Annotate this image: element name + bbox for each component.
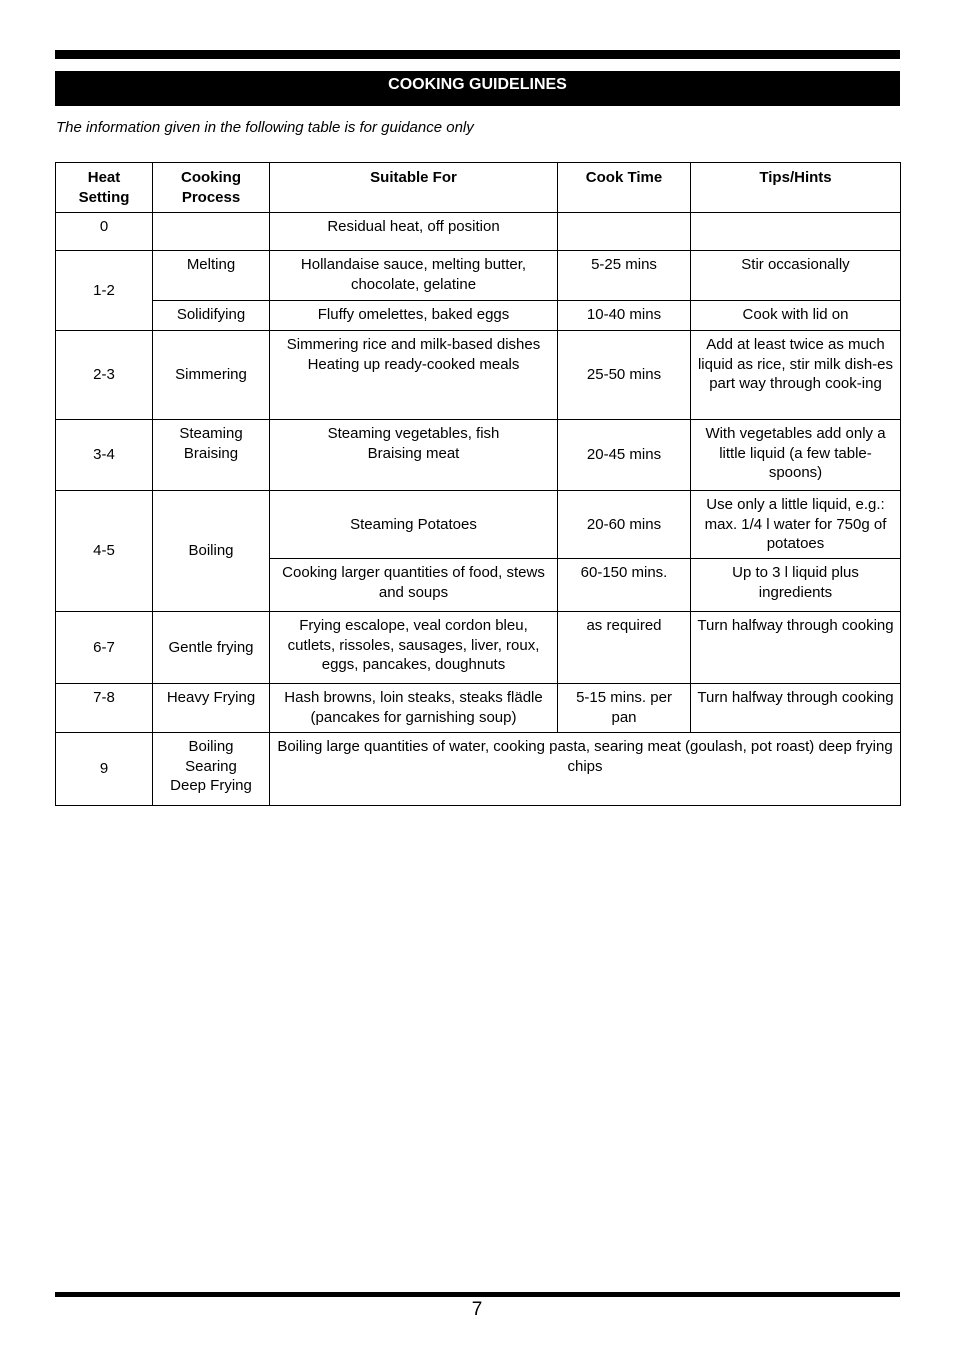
header-heat-setting: Heat Setting: [56, 163, 153, 213]
cook-time-cell: [558, 213, 691, 251]
cooking-process-cell: Gentle frying: [153, 612, 270, 684]
suitable-for-cell: Hollandaise sauce, melting butter, chocolate, gelatine: [270, 251, 558, 301]
cooking-process-cell: Melting: [153, 251, 270, 301]
suitable-for-cell: [270, 420, 558, 491]
cook-time-cell: 10-40 mins: [558, 301, 691, 331]
suitable-for-cell: Cooking larger quantities of food, stews and soups: [270, 559, 558, 612]
suitable-for-cell: Fluffy omelettes, baked eggs: [270, 301, 558, 331]
cook-time-cell: 25-50 mins: [558, 331, 691, 420]
header-tips-hints: Tips/Hints: [691, 163, 901, 213]
tips-cell: Add at least twice as much liquid as rice, stir milk dish-es part way through cook-ing: [691, 331, 901, 420]
table-row: [56, 491, 901, 559]
section-title: COOKING GUIDELINES: [55, 71, 900, 106]
cook-time-cell: 5-25 mins: [558, 251, 691, 301]
process-line: Steaming: [179, 425, 243, 442]
table-row: [56, 213, 901, 251]
top-rule: [55, 50, 900, 59]
tips-cell: Stir occasionally: [691, 251, 901, 301]
process-line: Boiling: [188, 738, 234, 755]
cooking-process-cell: [153, 420, 270, 491]
heat-setting-cell: 1-2: [56, 251, 153, 331]
process-line: Deep Frying: [170, 777, 252, 794]
header-row: [56, 163, 901, 213]
table-row: [56, 612, 901, 684]
header-suitable-for: Suitable For: [270, 163, 558, 213]
tips-cell: Up to 3 l liquid plus ingredients: [691, 559, 901, 612]
suitable-line: Heating up ready-cooked meals: [307, 355, 520, 373]
tips-cell: With vegetables add only a little liquid (a few table-spoons): [691, 420, 901, 491]
heat-setting-cell: 4-5: [56, 491, 153, 612]
heat-setting-cell: 6-7: [56, 612, 153, 684]
cook-time-cell: as required: [558, 612, 691, 684]
header-cooking-process: Cooking Process: [153, 163, 270, 213]
bottom-rule: [55, 1292, 900, 1297]
cook-time-cell: 60-150 mins.: [558, 559, 691, 612]
tips-cell: Use only a little liquid, e.g.: max. 1/4 l water for 750g of potatoes: [691, 491, 901, 559]
suitable-for-cell: Hash browns, loin steaks, steaks flädle (pancakes for garnishing soup): [270, 684, 558, 733]
cook-time-cell: 20-60 mins: [558, 491, 691, 559]
table-row: [56, 251, 901, 301]
intro-note: The information given in the following table is for guidance only: [56, 119, 474, 136]
heat-setting-cell: 3-4: [56, 420, 153, 491]
tips-cell: [691, 213, 901, 251]
table-row: [56, 331, 901, 420]
process-line: Searing: [185, 757, 237, 775]
table-row: [56, 301, 901, 331]
suitable-for-cell: [270, 331, 558, 420]
suitable-for-cell: Residual heat, off position: [270, 213, 558, 251]
tips-cell: Cook with lid on: [691, 301, 901, 331]
cooking-process-cell: [153, 213, 270, 251]
process-line: Braising: [183, 444, 239, 462]
suitable-for-cell: Steaming Potatoes: [270, 491, 558, 559]
cooking-process-cell: [153, 733, 270, 806]
cooking-guidelines-table: [55, 162, 901, 806]
tips-cell: Turn halfway through cooking: [691, 612, 901, 684]
cooking-process-cell: Heavy Frying: [153, 684, 270, 733]
table-row: [56, 733, 901, 806]
cooking-process-cell: Simmering: [153, 331, 270, 420]
page-number: 7: [471, 1299, 483, 1320]
suitable-line: Steaming vegetables, fish: [327, 425, 500, 442]
table-row: [56, 420, 901, 491]
cooking-process-cell: Boiling: [153, 491, 270, 612]
heat-setting-cell: 9: [56, 733, 153, 806]
suitable-line: Braising meat: [367, 444, 460, 462]
cook-time-cell: 5-15 mins. per pan: [558, 684, 691, 733]
suitable-for-cell: Frying escalope, veal cordon bleu, cutlets, rissoles, sausages, liver, roux, eggs, pancakes, doughnuts: [270, 612, 558, 684]
heat-setting-cell: 0: [56, 213, 153, 251]
tips-cell: Turn halfway through cooking: [691, 684, 901, 733]
cook-time-cell: 20-45 mins: [558, 420, 691, 491]
merged-description-cell: Boiling large quantities of water, cooking pasta, searing meat (goulash, pot roast) deep frying chips: [270, 733, 901, 806]
header-cook-time: Cook Time: [558, 163, 691, 213]
heat-setting-cell: 2-3: [56, 331, 153, 420]
suitable-line: Simmering rice and milk-based dishes: [286, 336, 541, 353]
heat-setting-cell: 7-8: [56, 684, 153, 733]
table-row: [56, 684, 901, 733]
cooking-process-cell: Solidifying: [153, 301, 270, 331]
